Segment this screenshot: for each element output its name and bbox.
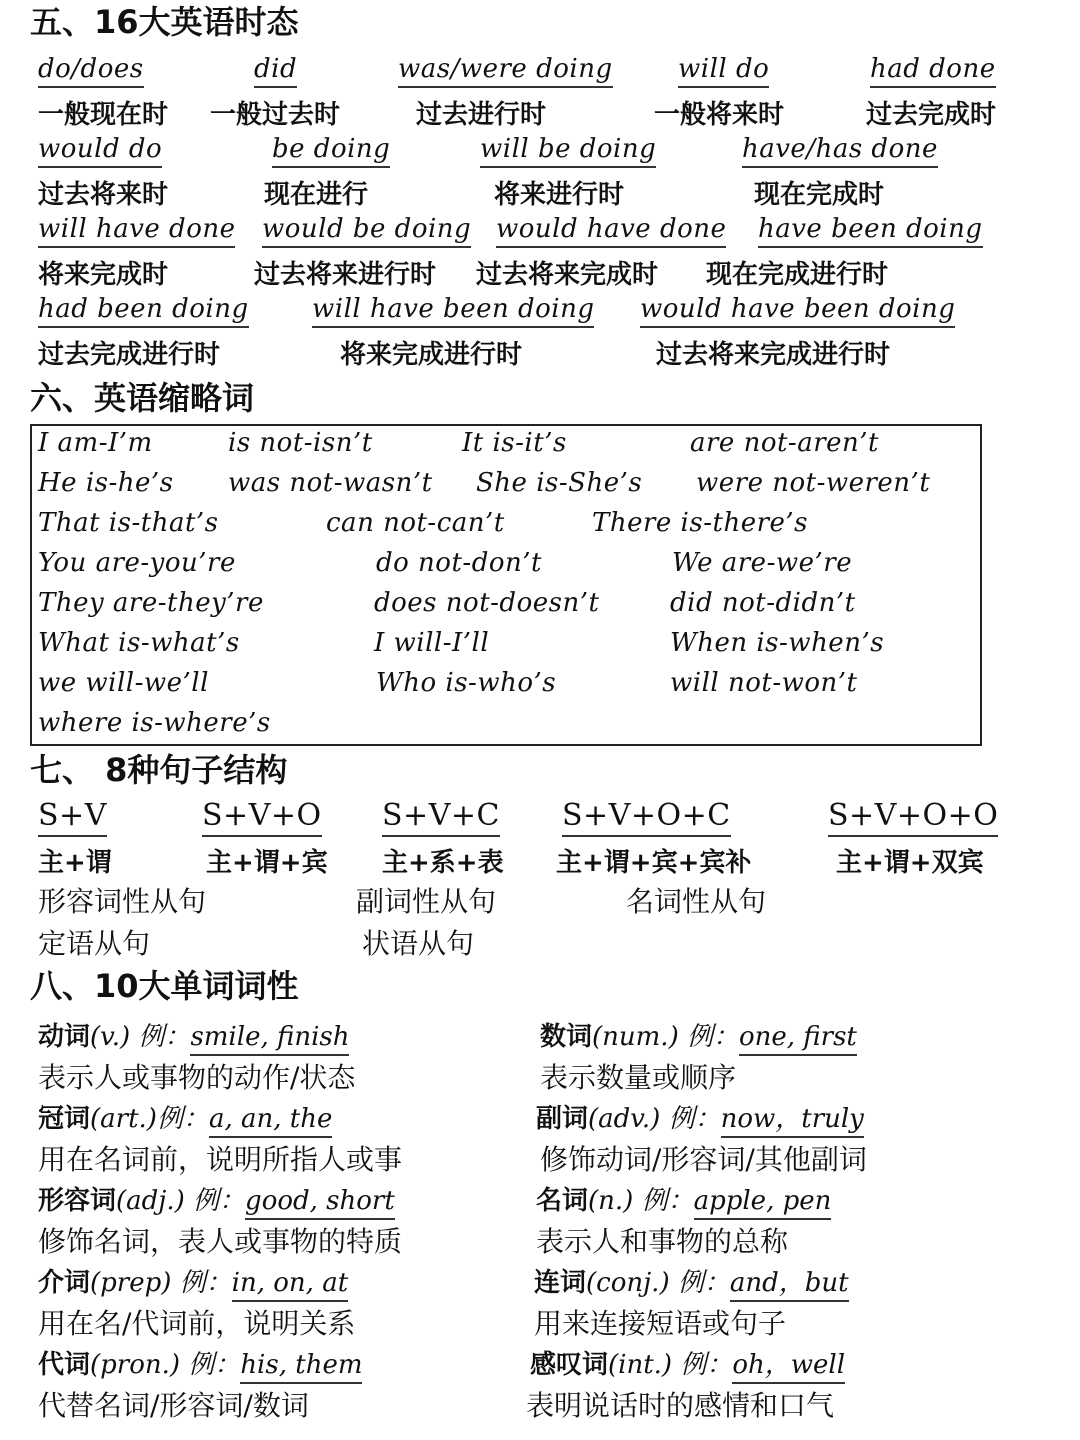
pos-entry [38,1262,348,1299]
pos-desc: 用在名词前，说明所指人或事 [38,1143,403,1176]
structure-formula: S+V+O [202,798,322,837]
pos-entry [38,1098,332,1135]
pos-desc: 修饰名词，表人或事物的特质 [38,1225,403,1258]
contraction: Who is-who’s [376,668,557,698]
pos-label: 连词 [534,1268,587,1298]
structure-formula: S+V+O+O [828,798,998,837]
structure-formula: S+V [38,798,107,837]
tense-en: was/were doing [398,54,613,88]
contraction: There is-there’s [592,508,808,538]
pos-label: 形容词 [38,1186,117,1216]
pos-entry [534,1262,849,1299]
structure-cn: 主+谓 [38,848,112,878]
tense-en: would have been doing [640,294,955,328]
tense-cn: 现在完成进行时 [706,260,889,290]
pos-desc: 用来连接短语或句子 [534,1307,787,1340]
pos-abbr: (conj.) 例： [586,1268,730,1298]
pos-abbr: (art.)例： [90,1104,209,1134]
tense-en: have been doing [758,214,983,248]
contraction: were not-weren’t [696,468,931,498]
pos-abbr: (num.) 例： [592,1022,739,1052]
pos-label: 动词 [38,1022,91,1052]
contraction: What is-what’s [38,628,240,658]
pos-entry [530,1344,845,1381]
pos-desc: 表示人和事物的总称 [536,1225,789,1258]
tense-cn: 过去进行时 [416,100,547,130]
tenses-section-title: 五、16大英语时态 [30,3,299,41]
contraction: did not-didn’t [670,588,856,618]
contraction: do not-don’t [376,548,542,578]
tense-cn: 过去将来完成进行时 [656,340,891,370]
tense-cn: 过去将来进行时 [254,260,437,290]
structure-formula: S+V+C [382,798,500,837]
tense-en: will have been doing [312,294,594,328]
contraction: was not-wasn’t [228,468,433,498]
tense-cn: 将来进行时 [494,180,625,210]
contraction: It is-it’s [462,428,567,458]
tense-cn: 一般过去时 [210,100,341,130]
structure-cn: 主+谓+双宾 [836,848,984,878]
pos-section-title: 八、10大单词词性 [30,967,299,1005]
tense-cn: 一般现在时 [38,100,169,130]
contraction: I am-I’m [38,428,153,458]
pos-example: good, short [245,1186,395,1220]
pos-abbr: (adj.) 例： [116,1186,246,1216]
clause-type: 名词性从句 [626,885,767,918]
tense-cn: 过去完成进行时 [38,340,221,370]
tense-en: will have done [38,214,235,248]
pos-label: 冠词 [38,1104,91,1134]
pos-label: 名词 [536,1186,589,1216]
contractions-section-title: 六、英语缩略词 [30,379,255,417]
pos-abbr: (pron.) 例： [90,1350,241,1380]
tense-en: would be doing [262,214,471,248]
pos-example: one, first [739,1022,857,1056]
pos-abbr: (adv.) 例： [588,1104,721,1134]
clause-type: 定语从句 [38,927,151,960]
pos-example: in, on, at [232,1268,348,1302]
pos-entry [38,1016,349,1053]
pos-label: 感叹词 [530,1350,609,1380]
tense-cn: 将来完成时 [38,260,169,290]
tense-cn: 将来完成进行时 [340,340,523,370]
pos-entry [536,1098,864,1135]
pos-desc: 修饰动词/形容词/其他副词 [540,1143,867,1176]
contraction: is not-isn’t [228,428,373,458]
structures-section-title: 七、 8种句子结构 [30,751,288,789]
tense-en: had done [870,54,996,88]
pos-example: smile, finish [190,1022,349,1056]
structure-formula: S+V+O+C [562,798,731,837]
pos-desc: 代替名词/形容词/数词 [38,1389,309,1422]
contraction: will not-won’t [670,668,858,698]
contraction: can not-can’t [326,508,505,538]
pos-abbr: (n.) 例： [588,1186,694,1216]
pos-example: his, them [240,1350,362,1384]
contraction: We are-we’re [672,548,853,578]
contraction: When is-when’s [670,628,885,658]
pos-desc: 表示人或事物的动作/状态 [38,1061,356,1094]
pos-desc: 表示数量或顺序 [540,1061,737,1094]
tense-en: would have done [496,214,726,248]
tense-cn: 过去将来时 [38,180,169,210]
pos-abbr: (int.) 例： [608,1350,733,1380]
pos-entry [540,1016,857,1053]
clause-type: 形容词性从句 [38,885,207,918]
tense-en: will be doing [480,134,656,168]
structure-cn: 主+谓+宾+宾补 [556,848,752,878]
pos-desc: 用在名/代词前，说明关系 [38,1307,356,1340]
pos-label: 副词 [536,1104,589,1134]
tense-cn: 一般将来时 [654,100,785,130]
clause-type: 副词性从句 [356,885,497,918]
pos-entry [38,1344,362,1381]
pos-example: and，but [730,1268,849,1302]
contraction: I will-I’ll [374,628,490,658]
tense-en: do/does [38,54,144,88]
contraction: where is-where’s [38,708,271,738]
pos-example: now，truly [721,1104,864,1138]
contraction: does not-doesn’t [374,588,600,618]
tense-en: did [254,54,297,88]
clause-type: 状语从句 [362,927,475,960]
contraction: They are-they’re [38,588,264,618]
contraction: we will-we’ll [38,668,209,698]
contraction: She is-She’s [476,468,643,498]
pos-example: a, an, the [209,1104,332,1138]
pos-label: 介词 [38,1268,91,1298]
pos-abbr: (v.) 例： [90,1022,191,1052]
contraction: are not-aren’t [690,428,879,458]
tense-en: would do [38,134,162,168]
tense-en: have/has done [742,134,938,168]
pos-label: 数词 [540,1022,593,1052]
tense-cn: 现在进行 [264,180,369,210]
tense-en: be doing [272,134,390,168]
tense-cn: 过去将来完成时 [476,260,659,290]
contraction: That is-that’s [38,508,219,538]
contraction: He is-he’s [38,468,174,498]
pos-abbr: (prep) 例： [90,1268,232,1298]
contraction: You are-you’re [38,548,236,578]
structure-cn: 主+谓+宾 [206,848,328,878]
pos-example: apple, pen [694,1186,832,1220]
pos-entry [536,1180,831,1217]
pos-example: oh，well [732,1350,845,1384]
tense-en: had been doing [38,294,249,328]
pos-label: 代词 [38,1350,91,1380]
tense-cn: 现在完成时 [754,180,885,210]
structure-cn: 主+系+表 [382,848,504,878]
pos-entry [38,1180,395,1217]
tense-cn: 过去完成时 [866,100,997,130]
tense-en: will do [678,54,769,88]
pos-desc: 表明说话时的感情和口气 [526,1389,835,1422]
